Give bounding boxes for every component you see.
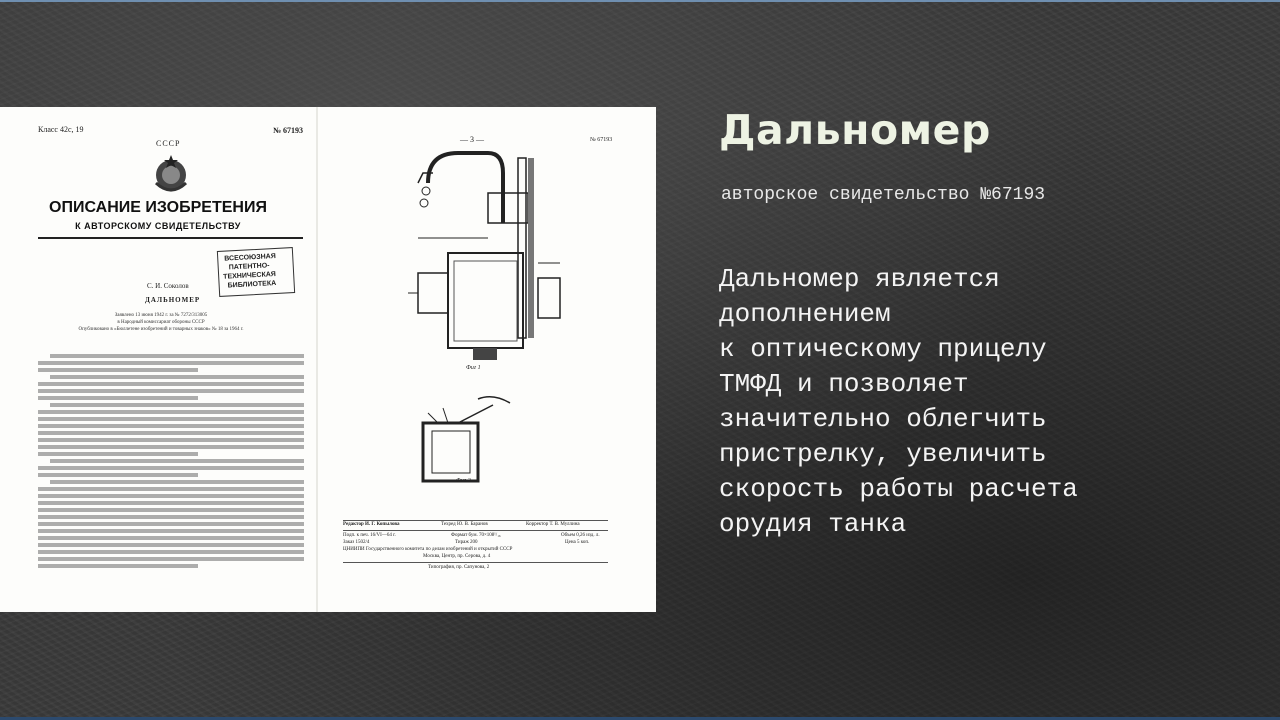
patent-author: С. И. Соколов: [147, 282, 189, 290]
patent-title: ОПИСАНИЕ ИЗОБРЕТЕНИЯ: [49, 199, 267, 216]
slide-description: [719, 262, 1264, 542]
description-line: Дальномер является: [719, 264, 1000, 294]
credit-org: ЦНИИПИ Государственного комитета по делам изобретений и открытий СССР: [343, 547, 513, 552]
page-number: — 3 —: [460, 135, 484, 144]
ussr-emblem-icon: [151, 153, 191, 195]
description-line: значительно облегчить: [719, 404, 1047, 434]
patent-scan-image: [0, 107, 656, 612]
library-stamp: [217, 247, 295, 297]
credit-signed: Подп. к печ. 16/VI—64 г.: [343, 533, 396, 538]
stamp-line: ТЕХНИЧЕСКАЯ: [223, 270, 277, 281]
title-rule: [38, 237, 303, 239]
credit-address: Москва, Центр, пр. Серова, д. 4: [423, 554, 491, 559]
patent-invention-name: ДАЛЬНОМЕР: [145, 296, 201, 304]
patent-filed-authority: в Народный комиссариат обороны СССР: [117, 320, 205, 325]
patent-body-text: [38, 354, 304, 571]
description-line: ТМФД и позволяет: [719, 369, 969, 399]
slide-title: Дальномер: [719, 106, 991, 154]
description-line: скорость работы расчета: [719, 474, 1078, 504]
credit-techred: Техред Ю. В. Баранов: [441, 522, 488, 527]
patent-number-page2: № 67193: [590, 137, 613, 143]
credit-copies: Тираж 200: [455, 540, 478, 545]
description-line: к оптическому прицелу: [719, 334, 1047, 364]
figure-1-caption: Фиг 1: [466, 365, 481, 371]
rangefinder-drawing-fig1: [388, 143, 568, 363]
description-line: пристрелку, увеличить: [719, 439, 1047, 469]
stamp-line: ПАТЕНТНО-: [228, 262, 270, 272]
patent-published: Опубликовано в «Бюллетене изобретений и товарных знаков» № 18 за 1964 г.: [78, 327, 244, 332]
patent-subtitle: К АВТОРСКОМУ СВИДЕТЕЛЬСТВУ: [75, 221, 241, 231]
top-edge-line: [0, 0, 1280, 2]
stamp-line: ВСЕСОЮЗНАЯ: [224, 252, 276, 263]
credit-volume: Объем 0,26 изд. л.: [561, 533, 600, 538]
patent-country: СССР: [156, 139, 181, 148]
description-line: орудия танка: [719, 509, 907, 539]
credit-editor: Редактор И. Г. Копылова: [343, 522, 400, 527]
patent-page-1: [0, 107, 318, 612]
patent-number: № 67193: [273, 126, 304, 135]
credit-order: Заказ 1502/4: [343, 540, 370, 545]
stamp-line: БИБЛИОТЕКА: [227, 279, 277, 290]
credit-format: Формат бум. 70×108¹/₁₆: [451, 533, 501, 538]
figure-2-caption: Фиг 2: [456, 478, 471, 484]
patent-class-label: Класс 42с, 19: [38, 125, 84, 134]
credit-printer: Типография, пр. Сапунова, 2: [428, 565, 490, 570]
slide-subtitle: авторское свидетельство №67193: [721, 185, 1046, 205]
description-line: дополнением: [719, 299, 891, 329]
pointer-indicator-drawing-fig2: [418, 393, 518, 483]
credit-corrector: Корректор Т. В. Муллина: [526, 522, 580, 527]
patent-page-2: [318, 107, 656, 612]
patent-filed: Заявлено 13 июня 1942 г. за № 7272/313005: [114, 313, 208, 318]
credit-price: Цена 5 коп.: [565, 540, 590, 545]
